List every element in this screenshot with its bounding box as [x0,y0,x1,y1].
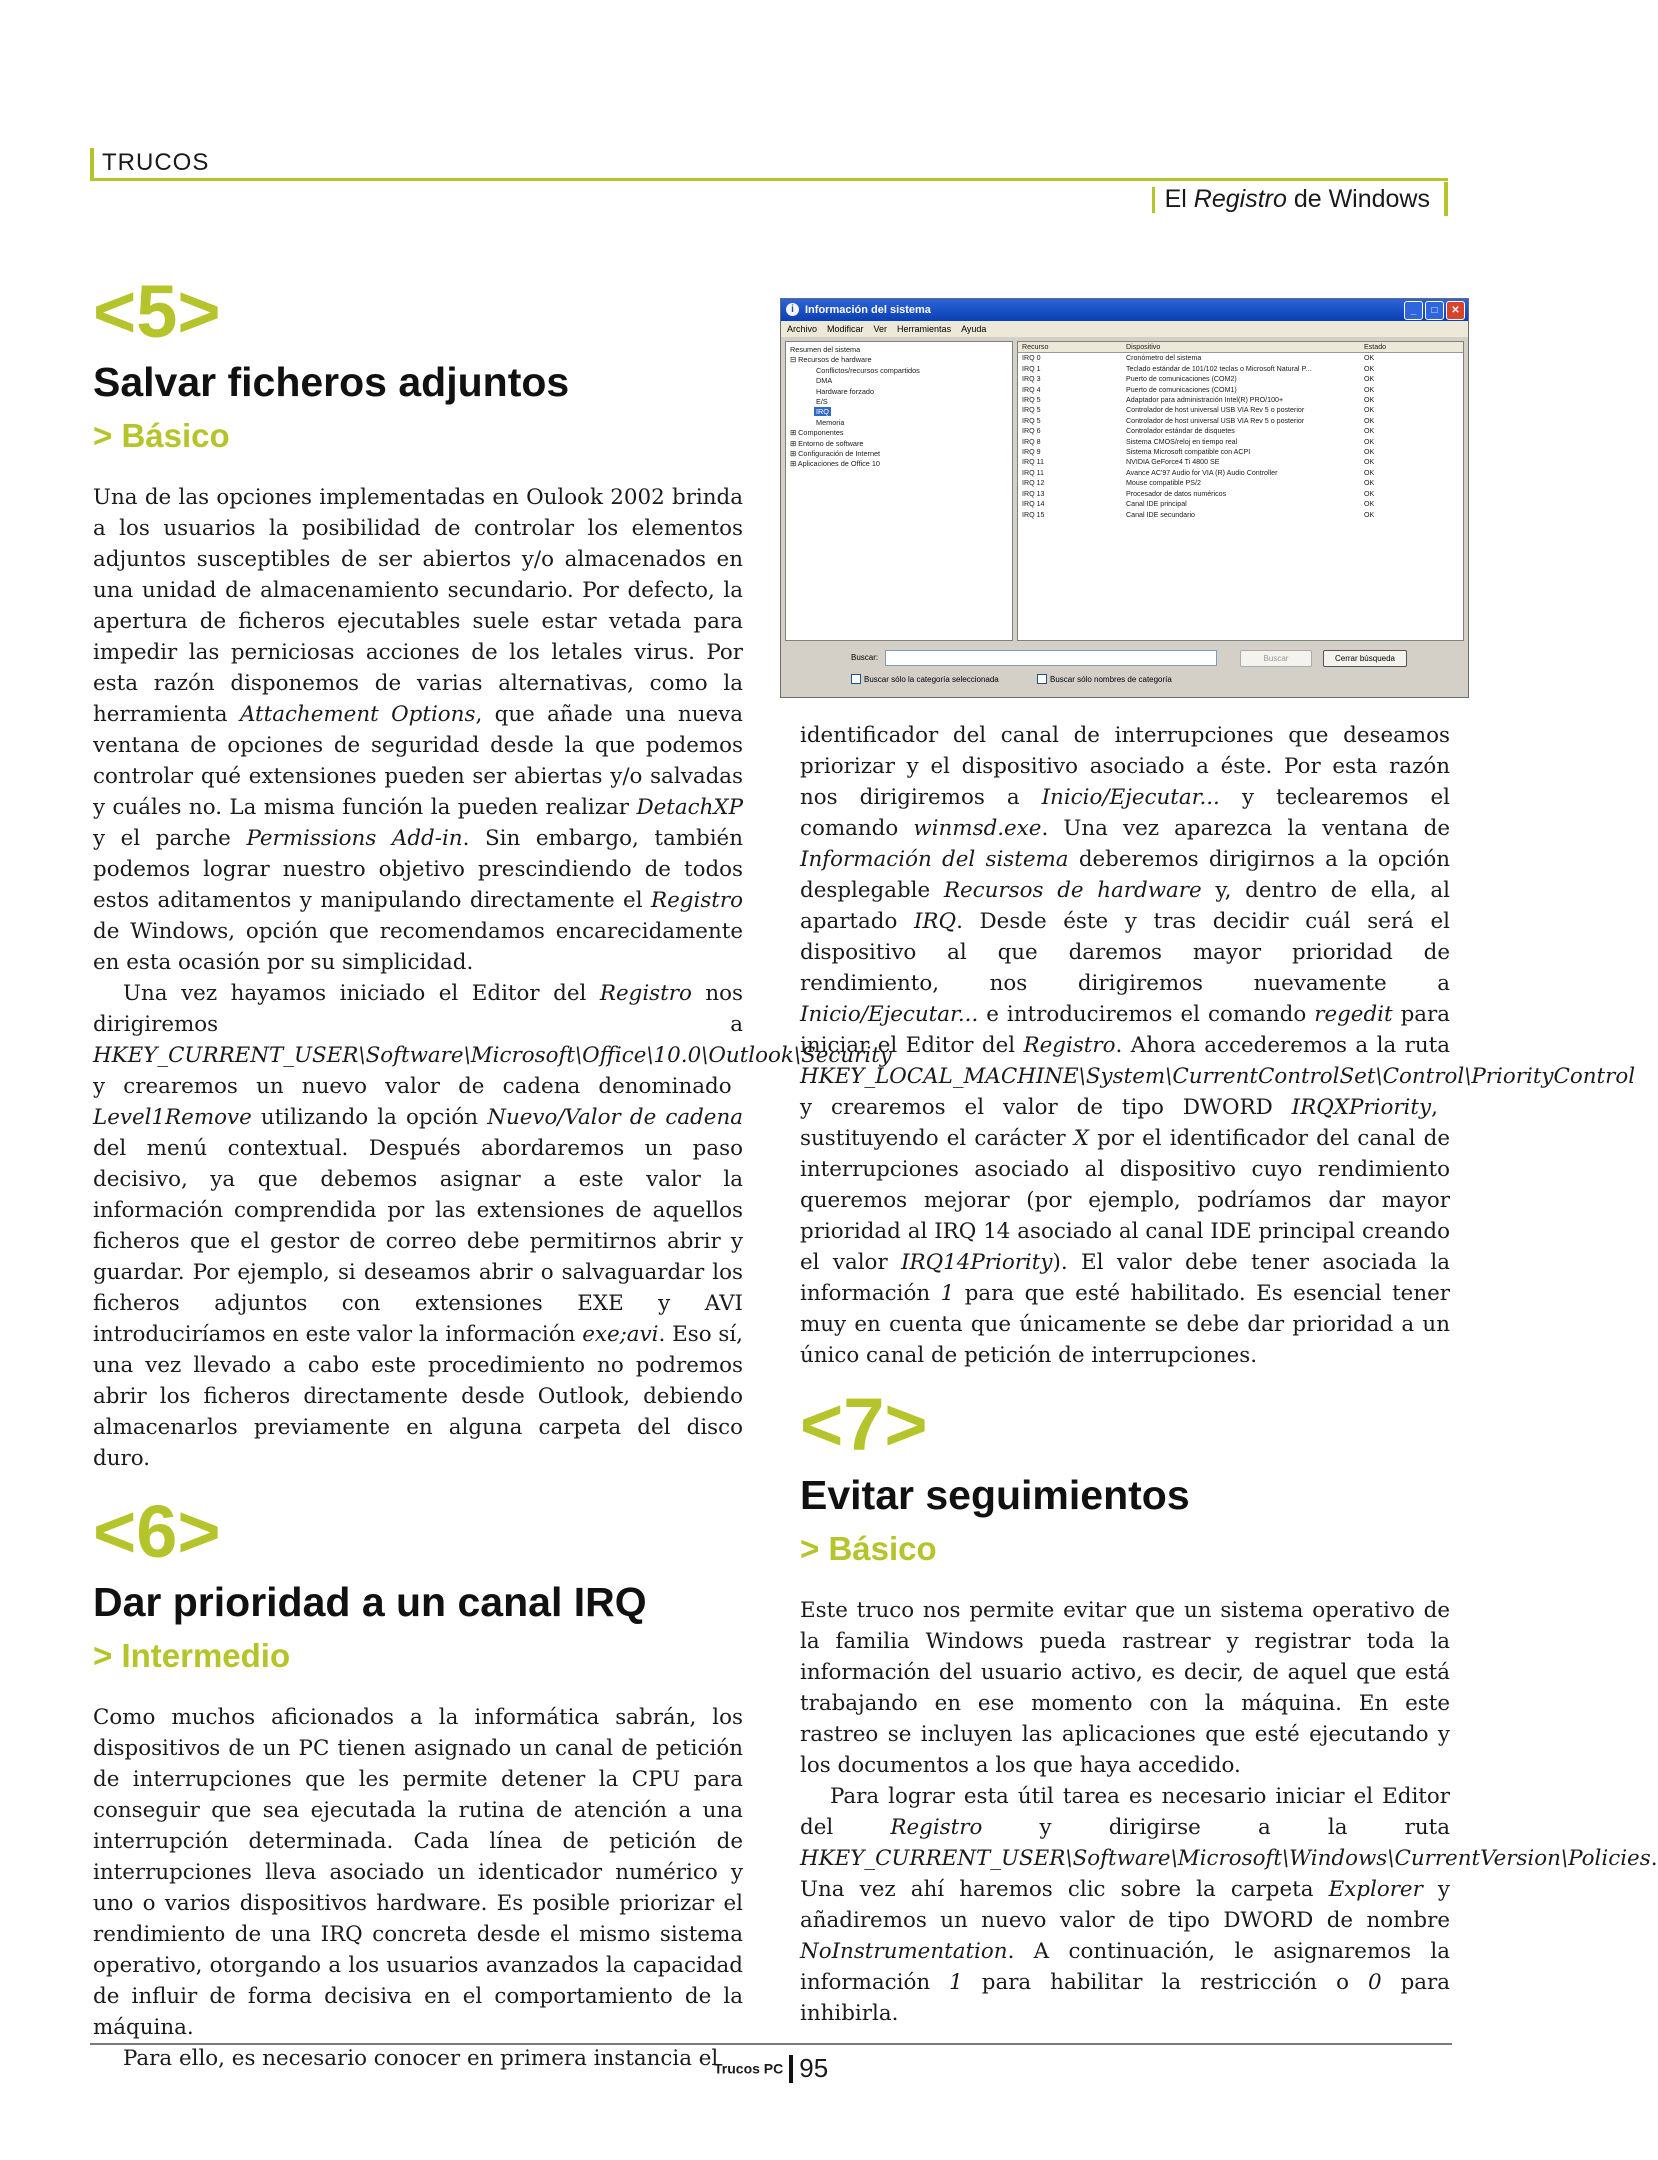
column-header[interactable]: Dispositivo [1126,343,1161,351]
table-cell: IRQ 1 [1022,364,1041,373]
checkbox-box[interactable] [1037,674,1047,684]
text-run: Una de las opciones implementadas en Oulook 2002 brinda a los usuarios la posibilidad de controlar los elementos adjuntos susceptibles de ser abiertos y/o almacenados en una unidad de almacenamiento secundario. Por defecto, la apertura de ficheros ejecutables suele estar vetada para impedir las perniciosas acciones de los letales virus. Por esta razón disponemos de varias alternativas, como la herramienta [93,485,743,727]
section-5-level: > Básico [93,417,230,454]
text-run: identificador del canal de interrupciones que deseamos priorizar y el dispositivo asociado a éste. Por esta razón nos dirigiremos a [800,723,1450,810]
table-cell: OK [1364,354,1375,363]
table-cell: Canal IDE principal [1126,500,1187,509]
system-info-screenshot [780,298,1469,698]
table-cell: IRQ 12 [1022,479,1045,488]
text-run: para que esté habilitado. Es esencial tener muy en cuenta que únicamente se debe dar prioridad a un único canal de petición de interrupciones. [800,1281,1451,1368]
section-7-paragraph-1: Este truco nos permite evitar que un sistema operativo de la familia Windows pueda rastrear y registrar toda la información del usuario activo, es decir, de aquel que está trabajando en ese momento con la máquina. En este rastreo se incluyen las aplicaciones que esté ejecutando y los documentos a los que haya accedido. [800,1598,1450,1778]
menu-herramientas[interactable]: Herramientas [897,324,952,334]
table-cell: Sistema CMOS/reloj en tiempo real [1126,437,1238,446]
table-cell: OK [1364,479,1375,488]
table-cell: OK [1364,510,1375,519]
text-run: . Desde éste y tras decidir cuál será el dispositivo al que daremos mayor prioridad de rendimiento, nos dirigiremos nuevamente a [800,909,1450,996]
table-cell: IRQ 3 [1022,375,1041,384]
close-icon[interactable]: ✕ [1446,301,1465,320]
table-row[interactable] [1018,395,1463,405]
footer-separator [789,2055,793,2083]
text-run: . Sin embargo, también podemos lograr nuestro objetivo prescindiendo de todos estos aditamentos y manipulando directamente el [93,826,743,913]
minimize-icon[interactable]: _ [1404,301,1423,320]
table-row[interactable] [1018,457,1463,467]
table-cell: OK [1364,458,1375,467]
table-row[interactable] [1018,405,1463,415]
table-header [1018,342,1463,353]
tree-item[interactable]: ⊞ Componentes [790,428,844,438]
emphasis: IRQ [913,909,957,934]
text-run: e introduciremos el comando [978,1002,1315,1027]
table-row[interactable] [1018,353,1463,363]
text-run: deberemos dirigirnos a la opción desplegable [800,847,1450,903]
tree-item[interactable]: Resumen del sistema [790,345,861,354]
table-cell: OK [1364,406,1375,415]
table-cell: IRQ 11 [1022,468,1044,477]
page-footer [714,2053,828,2084]
emphasis: Registro [599,981,692,1006]
article-subtitle [1152,182,1448,216]
emphasis: Inicio/Ejecutar... [1041,785,1220,810]
table-cell: Teclado estándar de 101/102 teclas o Microsoft Natural P... [1126,364,1312,373]
table-cell: Avance AC'97 Audio for VIA (R) Audio Controller [1126,468,1278,477]
tree-item[interactable]: Conflictos/recursos compartidos [816,365,920,375]
table-cell: OK [1364,468,1375,477]
text-run: y añadiremos un nuevo valor de tipo DWORD de nombre [800,1877,1450,1933]
search-label: Buscar: [851,653,879,662]
table-row[interactable] [1018,437,1463,447]
search-bar [785,647,1464,693]
right-column [800,720,1658,2029]
emphasis: DetachXP [636,795,743,820]
text-run: y teclearemos el comando [800,785,1450,841]
table-cell: IRQ 13 [1022,489,1045,498]
tree-item-selected[interactable]: IRQ [816,407,829,417]
tree-item[interactable]: ⊞ Entorno de software [790,438,864,448]
table-cell: Controlador de host universal USB VIA Rev 5 o posterior [1126,406,1305,415]
table-cell: Puerto de comunicaciones (COM2) [1126,375,1237,384]
table-cell: IRQ 6 [1022,427,1041,436]
table-cell: IRQ 0 [1022,354,1041,363]
irq-table [1017,341,1464,641]
emphasis: HKEY_CURRENT_USER\Software\Microsoft\Windows\CurrentVersion\Policies [800,1846,1651,1871]
checkbox-category-only[interactable] [851,674,999,684]
text-run: de Windows, opción que recomendamos encarecidamente en esta ocasión por su simplicidad. [93,919,743,975]
emphasis: Registro [1023,1033,1116,1058]
emphasis: X [1073,1126,1089,1151]
text-run: y el parche [93,826,247,851]
table-cell: IRQ 5 [1022,416,1041,425]
tree-item[interactable]: Memoria [816,417,845,427]
emphasis: winmsd.exe [913,816,1042,841]
text-run: . Una vez ahí haremos clic sobre la carpeta [800,1846,1658,1902]
tree-item[interactable]: ⊞ Aplicaciones de Office 10 [790,459,880,469]
emphasis: Attachement Options [239,702,476,727]
section-6-paragraph-2-continued [800,720,1636,1371]
table-row[interactable] [1018,489,1463,499]
checkbox-box[interactable] [851,674,861,684]
emphasis: Registro [890,1815,983,1840]
emphasis: IRQ14Priority [901,1250,1053,1275]
emphasis: Inicio/Ejecutar... [800,1002,979,1027]
table-cell: OK [1364,416,1375,425]
table-row[interactable] [1018,364,1463,374]
table-row[interactable] [1018,510,1463,520]
table-cell: Canal IDE secundario [1126,510,1196,519]
text-run: utilizando la opción [251,1105,488,1130]
subtitle-post: de Windows [1286,185,1430,213]
checkbox-names-only[interactable] [1037,674,1172,684]
menu-modificar[interactable]: Modificar [827,324,864,334]
section-6-paragraph-1: Como muchos aficionados a la informática sabrán, los dispositivos de un PC tienen asignado un canal de petición de interrupciones que les permite detener la CPU para conseguir que sea ejecutada la rutina de atención a una interrupción determinada. Cada línea de petición de interrupciones lleva asociado un identicador numérico y uno o varios dispositivos hardware. Es posible priorizar el rendimiento de una IRQ concreta desde el mismo sistema operativo, otorgando a los usuarios avanzados la capacidad de influir de forma decisiva en el comportamiento de la máquina. [93,1705,743,2040]
text-run: . Ahora accederemos a la ruta [1115,1033,1450,1058]
section-5-paragraph-1 [93,482,743,978]
table-cell: Controlador estándar de disquetes [1126,427,1235,436]
table-cell: IRQ 14 [1022,500,1045,509]
emphasis: 1 [949,1970,963,1995]
search-button[interactable]: Buscar [1240,650,1312,667]
text-run: . Una vez aparezca la ventana de [1041,816,1450,841]
table-cell: OK [1364,396,1375,405]
table-cell: IRQ 8 [1022,437,1041,446]
table-cell: Sistema Microsoft compatible con ACPI [1126,448,1251,457]
tree-item[interactable]: ⊞ Configuración de Internet [790,449,881,459]
emphasis: Level1Remove [93,1105,252,1130]
close-search-button[interactable]: Cerrar búsqueda [1323,650,1407,667]
emphasis: Explorer [1328,1877,1423,1902]
tree-item[interactable]: DMA [816,376,833,386]
table-cell: NVIDIA GeForce4 Ti 4800 SE [1126,458,1220,467]
table-row[interactable] [1018,499,1463,509]
table-cell: IRQ 4 [1022,385,1041,394]
table-cell: OK [1364,375,1375,384]
text-run: y crearemos un nuevo valor de cadena denominado [93,1074,732,1099]
search-input[interactable] [885,650,1217,666]
emphasis: IRQXPriority [1291,1095,1432,1120]
emphasis: Permissions Add-in [246,826,463,851]
window-title: Información del sistema [805,304,931,316]
subtitle-pre: El [1164,185,1194,213]
window-menubar [781,321,1468,337]
section-7-number: <7> [800,1383,928,1466]
table-cell: IRQ 15 [1022,510,1045,519]
footer-rule [90,2043,1452,2045]
menu-archivo[interactable]: Archivo [787,324,818,334]
table-cell: Cronómetro del sistema [1126,354,1202,363]
table-cell: IRQ 5 [1022,406,1041,415]
table-row[interactable] [1018,426,1463,436]
emphasis: Recursos de hardware [943,878,1202,903]
tree-item[interactable]: ⊟ Recursos de hardware [790,355,872,365]
section-6-number: <6> [93,1490,221,1573]
table-cell: IRQ 5 [1022,396,1041,405]
emphasis: regedit [1314,1002,1393,1027]
table-cell: Adaptador para administración Intel(R) PRO/100+ [1126,396,1284,405]
emphasis: HKEY_CURRENT_USER\Software\Microsoft\Office\10.0\Outlook\Security [93,1043,892,1068]
page-number: 95 [799,2053,829,2083]
emphasis: HKEY_LOCAL_MACHINE\System\CurrentControlSet\Control\PriorityControl [800,1064,1636,1089]
emphasis: Registro [651,888,743,913]
text-run: y dirigirse a la ruta [982,1815,1450,1840]
text-run: , sustituyendo el carácter [800,1095,1438,1151]
section-6-title: Dar prioridad a un canal IRQ [93,1579,647,1625]
table-cell: Controlador de host universal USB VIA Rev 5 o posterior [1126,416,1305,425]
table-row[interactable] [1018,478,1463,488]
section-7-title: Evitar seguimientos [800,1472,1190,1518]
tree-item[interactable]: E/S [816,397,828,407]
table-row[interactable] [1018,447,1463,457]
table-cell: OK [1364,448,1375,457]
emphasis: 0 [1367,1970,1382,1995]
table-cell: OK [1364,437,1375,446]
column-header[interactable]: Estado [1364,343,1387,351]
text-run: nos dirigiremos a [93,981,743,1037]
table-row[interactable] [1018,385,1463,395]
table-cell: Mouse compatible PS/2 [1126,479,1201,488]
menu-ver[interactable]: Ver [873,324,888,334]
table-cell: Puerto de comunicaciones (COM1) [1126,385,1237,394]
category-tree [785,341,1013,641]
text-run: . A continuación, le asignaremos la información [800,1939,1450,1995]
table-cell: OK [1364,364,1375,373]
section-6-level: > Intermedio [93,1637,291,1674]
text-run: . Eso sí, una vez llevado a cabo este procedimiento no podremos abrir los ficheros directamente desde Outlook, debiendo almacenarlos previamente en alguna carpeta del disco duro. [93,1322,743,1471]
section-5-title: Salvar ficheros adjuntos [93,359,570,405]
text-run: para habilitar la restricción o [962,1970,1368,1995]
tree-item[interactable]: Hardware forzado [816,386,874,396]
column-header[interactable]: Recurso [1022,343,1049,351]
emphasis: NoInstrumentation [800,1939,1008,1964]
table-cell: IRQ 11 [1022,458,1044,467]
subtitle-em: Registro [1193,185,1287,213]
text-run: y, dentro de ella, al apartado [800,878,1450,934]
text-run: y crearemos el valor de tipo DWORD [800,1095,1292,1120]
text-run: Una vez hayamos iniciado el Editor del [123,981,600,1006]
section-7-level: > Básico [800,1530,937,1567]
table-cell: OK [1364,489,1375,498]
table-cell: OK [1364,500,1375,509]
section-5-number: <5> [93,270,221,353]
text-run: para inhibirla. [800,1970,1451,2026]
table-row[interactable] [1018,374,1463,384]
info-icon: i [786,303,799,316]
table-cell: IRQ 9 [1022,448,1041,457]
menu-ayuda[interactable]: Ayuda [961,324,987,334]
text-run: para iniciar el Editor del [800,1002,1450,1058]
text-run: ). El valor debe tener asociada la información [800,1250,1450,1306]
text-run: , que añade una nueva ventana de opciones de seguridad desde la que podemos controlar qué extensiones pueden ser abiertas y/o salvadas y cuáles no. La misma función la pueden realizar [93,702,743,820]
table-row[interactable] [1018,416,1463,426]
table-cell: Procesador de datos numéricos [1126,489,1227,498]
emphasis: exe;avi [582,1322,659,1347]
section-header: TRUCOS [90,148,209,178]
table-cell: OK [1364,385,1375,394]
emphasis: Información del sistema [800,847,1069,872]
emphasis: 1 [940,1281,955,1306]
subtitle-separator [1152,187,1155,213]
window-titlebar [781,299,1468,321]
text-run: Para lograr esta útil tarea es necesario iniciar el Editor del [800,1784,1450,1840]
table-body [1018,353,1463,520]
header-rule [90,178,1448,181]
text-run: por el identificador del canal de interrupciones asociado al dispositivo cuyo rendimiento queremos mejorar (por ejemplo, podríamos dar mayor prioridad al IRQ 14 asociado al canal IDE principal creando el valor [800,1126,1451,1275]
section-6-paragraph-2-start: Para ello, es necesario conocer en primera instancia el [123,2046,719,2071]
publication-name: Trucos PC [714,2060,784,2077]
checkbox-label: Buscar sólo nombres de categoría [1050,674,1172,684]
checkbox-label: Buscar sólo la categoría seleccionada [864,674,999,684]
table-row[interactable] [1018,468,1463,478]
table-cell: OK [1364,427,1375,436]
emphasis: Nuevo/Valor de cadena [487,1105,743,1130]
text-run: del menú contextual. Después abordaremos un paso decisivo, ya que debemos asignar a este valor la información comprendida por las extensiones de aquellos ficheros que el gestor de correo debe permitirnos abrir y guardar. Por ejemplo, si deseamos abrir o salvaguardar los ficheros adjuntos con extensiones EXE y AVI introduciríamos en este valor la información [93,1136,743,1347]
maximize-icon[interactable]: □ [1425,301,1444,320]
section-7-paragraph-2 [800,1781,1658,2029]
